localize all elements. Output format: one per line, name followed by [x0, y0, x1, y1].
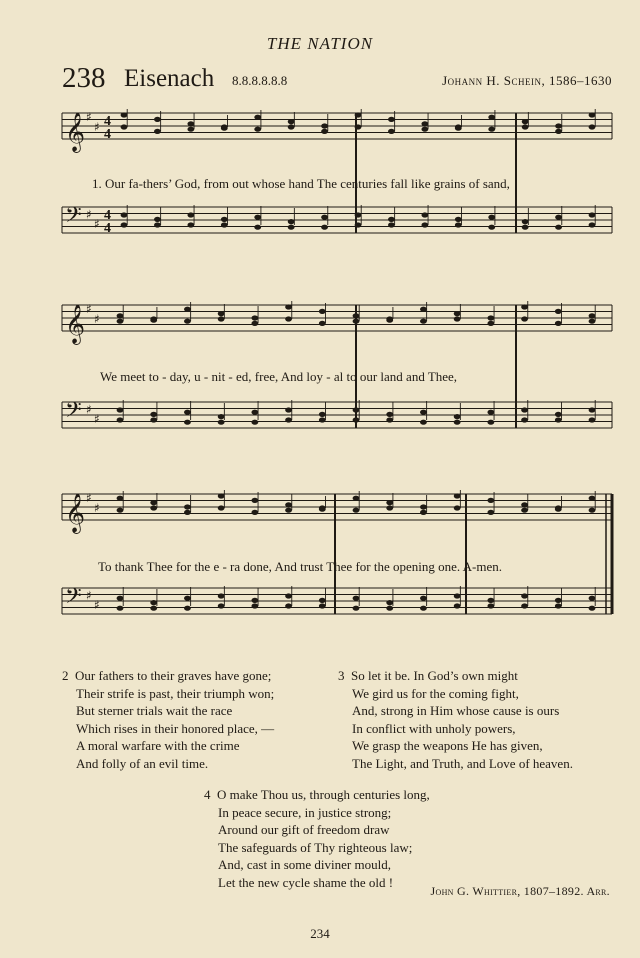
notehead	[251, 420, 258, 425]
notehead	[184, 410, 191, 415]
notehead	[589, 319, 596, 324]
notehead	[251, 410, 258, 415]
notehead	[285, 304, 292, 309]
sharp-icon: ♯	[86, 207, 92, 222]
notehead	[589, 407, 596, 412]
notehead	[355, 112, 362, 117]
notehead	[386, 505, 393, 510]
notehead	[117, 417, 124, 422]
notehead	[321, 225, 328, 230]
notehead	[319, 321, 326, 326]
verse-line: 3 So let it be. In God’s own might	[338, 668, 518, 683]
notehead	[386, 412, 393, 417]
notehead	[184, 504, 191, 509]
notehead	[386, 600, 393, 605]
sharp-icon: ♯	[86, 402, 92, 417]
notehead	[487, 498, 494, 503]
notehead	[454, 493, 461, 498]
notehead	[221, 217, 228, 222]
notehead	[218, 316, 225, 321]
notehead	[420, 596, 427, 601]
lyric-line-2: We meet to - day, u - nit - ed, free, And loy - al to our land and Thee,	[100, 369, 458, 384]
notehead	[321, 123, 328, 128]
meter: 8.8.8.8.8.8	[232, 73, 288, 88]
notehead	[150, 600, 157, 605]
notehead	[353, 313, 360, 318]
tune-name: Eisenach	[124, 65, 215, 92]
notehead	[319, 417, 326, 422]
notehead	[319, 412, 326, 417]
notehead	[487, 603, 494, 608]
verse-number: 2	[62, 668, 69, 683]
notehead	[150, 417, 157, 422]
notehead	[388, 117, 395, 122]
verse-line: Around our gift of freedom draw	[218, 822, 390, 837]
notehead	[353, 496, 360, 501]
treble-clef-icon: 𝄞	[65, 304, 86, 344]
notehead	[288, 225, 295, 230]
bass-clef-icon: 𝄢	[65, 203, 82, 233]
notehead	[321, 215, 328, 220]
notehead	[285, 603, 292, 608]
notehead	[488, 127, 495, 132]
notehead	[150, 412, 157, 417]
verse-line: 2 Our fathers to their graves have gone;	[62, 668, 272, 683]
notehead	[218, 311, 225, 316]
sharp-icon: ♯	[94, 500, 100, 515]
notehead	[420, 319, 427, 324]
notehead	[521, 593, 528, 598]
notehead	[353, 596, 360, 601]
notehead	[184, 510, 191, 515]
notehead	[251, 321, 258, 326]
notehead	[521, 304, 528, 309]
notehead	[386, 500, 393, 505]
notehead	[521, 316, 528, 321]
page-number: 234	[310, 926, 330, 941]
notehead	[254, 127, 261, 132]
notehead	[251, 315, 258, 320]
notehead	[455, 217, 462, 222]
notehead	[218, 505, 225, 510]
notehead	[285, 593, 292, 598]
verse-3	[338, 667, 573, 772]
notehead	[221, 222, 228, 227]
notehead	[555, 412, 562, 417]
sharp-icon: ♯	[86, 302, 92, 316]
notehead	[487, 410, 494, 415]
sharp-icon: ♯	[94, 412, 100, 426]
notehead	[589, 212, 596, 217]
notehead	[121, 212, 128, 217]
verse-line: The safeguards of Thy righteous law;	[218, 839, 413, 855]
notehead	[218, 603, 225, 608]
notehead	[555, 309, 562, 314]
notehead	[117, 596, 124, 601]
notehead	[589, 606, 596, 611]
verse-line: In conflict with unholy powers,	[352, 720, 516, 736]
sharp-icon: ♯	[94, 217, 100, 231]
notehead	[589, 124, 596, 129]
notehead	[555, 129, 562, 134]
notehead	[487, 315, 494, 320]
sharp-icon: ♯	[86, 110, 92, 124]
notehead	[319, 505, 326, 510]
notehead	[555, 603, 562, 608]
verse-line: But sterner trials wait the race	[76, 703, 233, 718]
notehead	[454, 316, 461, 321]
notehead	[386, 417, 393, 422]
verse-number: 3	[338, 668, 345, 683]
notehead	[386, 316, 393, 321]
notehead	[285, 417, 292, 422]
notehead	[487, 420, 494, 425]
notehead	[353, 417, 360, 422]
treble-clef-icon: 𝄞	[65, 112, 86, 152]
notehead	[321, 129, 328, 134]
time-signature: 4	[104, 221, 111, 236]
lyric-line-3: To thank Thee for the e - ra done, And trust Thee for the opening one. A-men.	[98, 559, 503, 574]
notehead	[488, 215, 495, 220]
notehead	[488, 115, 495, 120]
notehead	[421, 222, 428, 227]
notehead	[154, 222, 161, 227]
notehead	[218, 593, 225, 598]
sharp-icon: ♯	[94, 119, 100, 134]
time-signature: 4	[104, 208, 111, 223]
verse-line: And folly of an evil time.	[76, 755, 209, 771]
notehead	[187, 127, 194, 132]
verse-line: And, strong in Him whose cause is ours	[352, 703, 560, 718]
notehead	[251, 498, 258, 503]
verse-number: 4	[204, 787, 211, 802]
notehead	[488, 225, 495, 230]
notehead	[420, 420, 427, 425]
verse-line: Let the new cycle shame the old !	[218, 874, 394, 890]
notehead	[355, 212, 362, 217]
notehead	[184, 606, 191, 611]
notehead	[285, 316, 292, 321]
notehead	[420, 410, 427, 415]
notehead	[421, 121, 428, 126]
notehead	[288, 124, 295, 129]
notehead	[285, 407, 292, 412]
notehead	[487, 510, 494, 515]
notehead	[589, 112, 596, 117]
lyric-line-1: 1. Our fa-thers’ God, from out whose hand The centuries fall like grains of sand,	[92, 176, 510, 191]
notehead	[355, 222, 362, 227]
notehead	[521, 603, 528, 608]
section-title: THE NATION	[266, 34, 374, 53]
verse-line: And, cast in some diviner mould,	[218, 857, 391, 872]
notehead	[420, 504, 427, 509]
notehead	[521, 417, 528, 422]
notehead	[285, 502, 292, 507]
notehead	[288, 219, 295, 224]
time-signature: 4	[104, 127, 111, 142]
notehead	[117, 313, 124, 318]
notehead	[117, 319, 124, 324]
notehead	[251, 603, 258, 608]
notehead	[454, 593, 461, 598]
notehead	[254, 215, 261, 220]
notehead	[455, 222, 462, 227]
verse-line: We grasp the weapons He has given,	[352, 738, 543, 753]
notehead	[221, 124, 228, 129]
notehead	[121, 112, 128, 117]
notehead	[454, 603, 461, 608]
notehead	[353, 407, 360, 412]
notehead	[218, 414, 225, 419]
notehead	[589, 313, 596, 318]
notehead	[187, 212, 194, 217]
notehead	[555, 123, 562, 128]
notehead	[589, 496, 596, 501]
notehead	[150, 606, 157, 611]
notehead	[121, 124, 128, 129]
notehead	[254, 115, 261, 120]
notehead	[522, 225, 529, 230]
verse-2	[62, 667, 275, 772]
notehead	[187, 121, 194, 126]
notehead	[285, 508, 292, 513]
verse-line: The Light, and Truth, and Love of heaven.	[352, 755, 573, 771]
notehead	[184, 319, 191, 324]
notehead	[420, 606, 427, 611]
notehead	[154, 129, 161, 134]
notehead	[319, 598, 326, 603]
notehead	[251, 510, 258, 515]
notehead	[522, 124, 529, 129]
verse-line: Which rises in their honored place, —	[76, 720, 275, 736]
notehead	[589, 596, 596, 601]
notehead	[487, 321, 494, 326]
sharp-icon: ♯	[94, 311, 100, 326]
notehead	[455, 124, 462, 129]
notehead	[388, 129, 395, 134]
notehead	[521, 502, 528, 507]
verse-4	[204, 786, 430, 891]
notehead	[319, 309, 326, 314]
notehead	[154, 217, 161, 222]
hymn-number: 238	[62, 62, 106, 94]
notehead	[388, 217, 395, 222]
notehead	[487, 598, 494, 603]
notehead	[555, 321, 562, 326]
notehead	[589, 222, 596, 227]
notehead	[319, 603, 326, 608]
notehead	[355, 124, 362, 129]
notehead	[454, 311, 461, 316]
sharp-icon: ♯	[86, 491, 92, 505]
notehead	[421, 127, 428, 132]
notehead	[187, 222, 194, 227]
notehead	[589, 417, 596, 422]
notehead	[555, 225, 562, 230]
notehead	[454, 505, 461, 510]
notehead	[521, 508, 528, 513]
notehead	[420, 307, 427, 312]
notehead	[184, 596, 191, 601]
notehead	[555, 417, 562, 422]
notehead	[117, 606, 124, 611]
notehead	[254, 225, 261, 230]
bass-clef-icon: 𝄢	[65, 398, 82, 428]
sharp-icon: ♯	[86, 588, 92, 603]
notehead	[454, 420, 461, 425]
notehead	[521, 407, 528, 412]
notehead	[388, 222, 395, 227]
notehead	[288, 119, 295, 124]
notehead	[184, 307, 191, 312]
notehead	[421, 212, 428, 217]
notehead	[218, 493, 225, 498]
composer: Johann H. Schein, 1586–1630	[442, 73, 612, 88]
notehead	[150, 316, 157, 321]
verse-line: Their strife is past, their triumph won;	[76, 685, 275, 701]
notehead	[589, 508, 596, 513]
notehead	[555, 215, 562, 220]
verse-line: A moral warfare with the crime	[76, 738, 240, 753]
notehead	[353, 606, 360, 611]
notehead	[420, 510, 427, 515]
notehead	[386, 606, 393, 611]
notehead	[117, 496, 124, 501]
notehead	[555, 598, 562, 603]
notehead	[522, 219, 529, 224]
notehead	[150, 505, 157, 510]
notehead	[555, 505, 562, 510]
notehead	[117, 407, 124, 412]
notehead	[454, 414, 461, 419]
verse-line: 4 O make Thou us, through centuries long,	[204, 787, 430, 802]
sharp-icon: ♯	[94, 598, 100, 612]
treble-clef-icon: 𝄞	[65, 493, 86, 533]
notehead	[353, 319, 360, 324]
notehead	[117, 508, 124, 513]
verse-line: In peace secure, in justice strong;	[218, 804, 392, 820]
notehead	[184, 420, 191, 425]
time-signature: 4	[104, 114, 111, 129]
author-attribution: John G. Whittier, 1807–1892. Arr.	[430, 884, 610, 898]
notehead	[218, 420, 225, 425]
notehead	[150, 500, 157, 505]
verse-line: We gird us for the coming fight,	[352, 685, 519, 701]
notehead	[353, 508, 360, 513]
notehead	[154, 117, 161, 122]
notehead	[121, 222, 128, 227]
notehead	[251, 598, 258, 603]
bass-clef-icon: 𝄢	[65, 584, 82, 614]
notehead	[522, 119, 529, 124]
